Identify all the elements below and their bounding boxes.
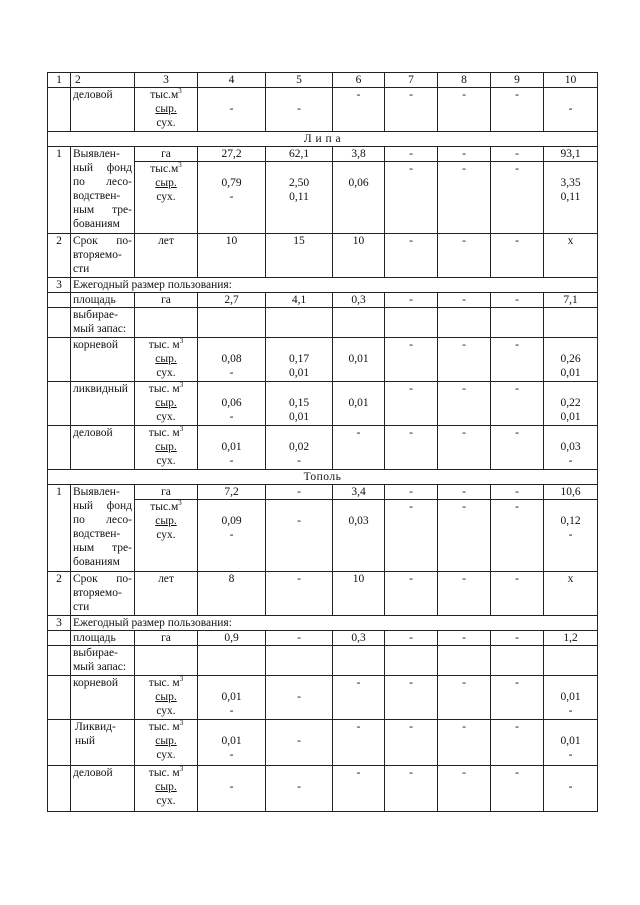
value-cell: 0,02 - bbox=[266, 426, 333, 470]
section-title-lipa: Л и п а bbox=[48, 132, 598, 147]
label-text: деловой bbox=[73, 89, 113, 101]
value-cell: - bbox=[438, 162, 491, 234]
row-label: корневой bbox=[71, 338, 135, 382]
value-cell: - bbox=[385, 766, 438, 812]
unit-cell: тыс. $м^3$ сыр. сух. bbox=[135, 676, 198, 720]
value-cell: - bbox=[385, 720, 438, 766]
value-cell: 27,2 bbox=[198, 147, 266, 162]
value-cell: 0,06 - bbox=[198, 382, 266, 426]
row-label: корневой bbox=[71, 676, 135, 720]
unit-cell: лет bbox=[135, 234, 198, 278]
value-cell: - bbox=[491, 147, 544, 162]
row-label: площадь bbox=[71, 293, 135, 308]
value-cell: - bbox=[266, 766, 333, 812]
header-cell: 2 bbox=[71, 73, 135, 88]
value-cell: - bbox=[333, 676, 385, 720]
value-cell: - bbox=[491, 485, 544, 500]
table-row bbox=[48, 676, 598, 720]
value-cell: - bbox=[491, 382, 544, 426]
value-cell: - bbox=[333, 720, 385, 766]
value-cell: - bbox=[266, 485, 333, 500]
table-row bbox=[48, 426, 598, 470]
unit-cell: лет bbox=[135, 572, 198, 616]
unit-cell: тыс. $м^3$ сыр. сух. bbox=[135, 426, 198, 470]
value-cell: - bbox=[438, 720, 491, 766]
value-cell: - bbox=[491, 426, 544, 470]
table-row bbox=[48, 308, 598, 338]
value-cell: - bbox=[266, 676, 333, 720]
header-cell: 7 bbox=[385, 73, 438, 88]
value-cell: 62,1 bbox=[266, 147, 333, 162]
value-cell: 0,26 0,01 bbox=[544, 338, 598, 382]
row-label: ликвидный bbox=[71, 382, 135, 426]
value-cell: - bbox=[491, 720, 544, 766]
table-row bbox=[48, 293, 598, 308]
value-cell: - bbox=[385, 676, 438, 720]
value-cell: 1,2 bbox=[544, 631, 598, 646]
unit-text: тыс.м bbox=[150, 89, 179, 101]
row-label bbox=[71, 88, 135, 132]
unit-superscript: 3 bbox=[178, 87, 182, 96]
header-cell: 8 bbox=[438, 73, 491, 88]
value-cell: - bbox=[491, 500, 544, 572]
value-cell: 10,6 bbox=[544, 485, 598, 500]
row-label: деловой bbox=[71, 766, 135, 812]
row-label: Ликвид- ный bbox=[71, 720, 135, 766]
header-cell: 5 bbox=[266, 73, 333, 88]
table-row bbox=[48, 278, 598, 293]
value-cell: 0,01 bbox=[333, 382, 385, 426]
value-cell: - bbox=[438, 766, 491, 812]
value-cell: 0,01 - bbox=[198, 426, 266, 470]
value-cell: - bbox=[491, 572, 544, 616]
value-cell: - bbox=[385, 338, 438, 382]
row-number: 2 bbox=[48, 234, 71, 278]
value-cell: 7,1 bbox=[544, 293, 598, 308]
value-cell: x bbox=[544, 234, 598, 278]
table-row bbox=[48, 234, 598, 278]
table-row bbox=[48, 631, 598, 646]
value-cell: - bbox=[385, 147, 438, 162]
value-cell: - bbox=[385, 572, 438, 616]
unit-cell: $тыс.м^3$ сыр. сух. bbox=[135, 500, 198, 572]
table-row bbox=[48, 720, 598, 766]
value-cell: 0,12 - bbox=[544, 500, 598, 572]
value-cell: 4,1 bbox=[266, 293, 333, 308]
value-cell: - bbox=[438, 234, 491, 278]
value-cell: - bbox=[333, 426, 385, 470]
value-cell: - bbox=[333, 766, 385, 812]
unit-text: сыр. bbox=[155, 103, 177, 115]
value-cell: - bbox=[385, 162, 438, 234]
value-cell: 0,3 bbox=[333, 293, 385, 308]
header-cell: 6 bbox=[333, 73, 385, 88]
value-cell: - bbox=[438, 382, 491, 426]
value-cell: - bbox=[385, 382, 438, 426]
value-cell: 0,03 bbox=[333, 500, 385, 572]
row-number: 1 bbox=[48, 485, 71, 572]
value-cell: 0,08 - bbox=[198, 338, 266, 382]
value-cell: - bbox=[438, 147, 491, 162]
value-cell: 10 bbox=[333, 572, 385, 616]
value-cell: 3,4 bbox=[333, 485, 385, 500]
value-cell: x bbox=[544, 572, 598, 616]
value-cell: - bbox=[385, 485, 438, 500]
value-cell: 7,2 bbox=[198, 485, 266, 500]
value-cell: - bbox=[491, 88, 544, 132]
row-label: Выявлен- ный фонд по лесо- водствен- ным тре- бованиям bbox=[71, 147, 135, 234]
value-cell: 0,03 - bbox=[544, 426, 598, 470]
row-label: Выявлен- ный фонд по лесо- водствен- ным тре- бованиям bbox=[71, 485, 135, 572]
value-cell: 10 bbox=[198, 234, 266, 278]
table-row bbox=[48, 616, 598, 631]
value-cell: - bbox=[491, 631, 544, 646]
row-number: 1 bbox=[48, 147, 71, 234]
section-heading-row bbox=[48, 132, 598, 147]
unit-cell: тыс. $м^3$ сыр. сух. bbox=[135, 382, 198, 426]
table-row bbox=[48, 485, 598, 500]
header-cell: 3 bbox=[135, 73, 198, 88]
unit-cell: тыс. $м^3$ сыр. сух. bbox=[135, 766, 198, 812]
value-cell: 0,79 - bbox=[198, 162, 266, 234]
value-cell: 0,17 0,01 bbox=[266, 338, 333, 382]
value-cell: - bbox=[333, 88, 385, 132]
value-cell: - bbox=[385, 234, 438, 278]
header-cell: 1 bbox=[48, 73, 71, 88]
value-cell: 3,8 bbox=[333, 147, 385, 162]
value-cell: - bbox=[438, 572, 491, 616]
value-cell: - bbox=[491, 234, 544, 278]
table-row bbox=[48, 338, 598, 382]
section-heading-row bbox=[48, 470, 598, 485]
row-label: площадь bbox=[71, 631, 135, 646]
table-row bbox=[48, 646, 598, 676]
value-cell: 0,9 bbox=[198, 631, 266, 646]
row-number: 2 bbox=[48, 572, 71, 616]
row-label: деловой bbox=[71, 426, 135, 470]
value-cell: - bbox=[491, 338, 544, 382]
value-cell: - bbox=[385, 293, 438, 308]
row-label: Срок по- вторяемо- сти bbox=[71, 234, 135, 278]
value-cell: - bbox=[438, 338, 491, 382]
table-row bbox=[48, 88, 598, 132]
value-cell: 15 bbox=[266, 234, 333, 278]
value-cell: - bbox=[198, 88, 266, 132]
value-cell: - bbox=[385, 426, 438, 470]
value-cell: 2,50 0,11 bbox=[266, 162, 333, 234]
value-cell: 0,3 bbox=[333, 631, 385, 646]
value-cell: 3,35 0,11 bbox=[544, 162, 598, 234]
unit-cell: $тыс.м^3$ сыр. сух. bbox=[135, 162, 198, 234]
value-cell: 0,22 0,01 bbox=[544, 382, 598, 426]
table-row bbox=[48, 572, 598, 616]
value-cell: - bbox=[438, 88, 491, 132]
value-cell: - bbox=[438, 631, 491, 646]
value-cell: - bbox=[385, 500, 438, 572]
value-cell: 0,01 - bbox=[198, 720, 266, 766]
value-cell: 10 bbox=[333, 234, 385, 278]
value-cell: - bbox=[198, 766, 266, 812]
value-cell: 0,01 - bbox=[198, 676, 266, 720]
header-cell: 4 bbox=[198, 73, 266, 88]
row-label: Ежегодный размер пользования: bbox=[71, 278, 598, 293]
value-cell: 2,7 bbox=[198, 293, 266, 308]
value-cell: 0,06 bbox=[333, 162, 385, 234]
value-cell: 0,01 - bbox=[544, 720, 598, 766]
unit-text: сух. bbox=[156, 117, 176, 129]
row-number: 3 bbox=[48, 278, 71, 293]
value-cell: 0,01 bbox=[333, 338, 385, 382]
row-label: выбирае- мый запас: bbox=[71, 646, 135, 676]
row-number: 3 bbox=[48, 616, 71, 631]
value-cell: - bbox=[438, 500, 491, 572]
unit-cell: га bbox=[135, 147, 198, 162]
unit-cell bbox=[135, 88, 198, 132]
table-row bbox=[48, 147, 598, 162]
value-cell: - bbox=[438, 676, 491, 720]
value-cell: - bbox=[491, 766, 544, 812]
value-cell: 0,01 - bbox=[544, 676, 598, 720]
value-cell: - bbox=[438, 293, 491, 308]
row-number bbox=[48, 88, 71, 132]
value-cell: - bbox=[491, 676, 544, 720]
value-cell: - bbox=[544, 766, 598, 812]
row-label: Ежегодный размер пользования: bbox=[71, 616, 598, 631]
value-cell: 0,09 - bbox=[198, 500, 266, 572]
value-cell: - bbox=[491, 293, 544, 308]
value-cell: 93,1 bbox=[544, 147, 598, 162]
value-cell: - bbox=[438, 426, 491, 470]
value-cell: - bbox=[491, 162, 544, 234]
value-cell: - bbox=[385, 631, 438, 646]
table-row bbox=[48, 382, 598, 426]
value-cell: - bbox=[266, 88, 333, 132]
header-cell: 9 bbox=[491, 73, 544, 88]
value-cell: - bbox=[266, 631, 333, 646]
forest-use-table bbox=[47, 72, 598, 812]
unit-cell: га bbox=[135, 631, 198, 646]
row-label: Срок по- вторяемо- сти bbox=[71, 572, 135, 616]
header-row bbox=[48, 73, 598, 88]
row-label: выбирае- мый запас: bbox=[71, 308, 135, 338]
unit-cell: тыс. $м^3$ сыр. сух. bbox=[135, 338, 198, 382]
table-row bbox=[48, 766, 598, 812]
value-cell: - bbox=[438, 485, 491, 500]
unit-cell: га bbox=[135, 485, 198, 500]
section-title-topol: Тополь bbox=[48, 470, 598, 485]
value-cell: 0,15 0,01 bbox=[266, 382, 333, 426]
value-cell: - bbox=[266, 500, 333, 572]
header-cell: 10 bbox=[544, 73, 598, 88]
value-cell: 8 bbox=[198, 572, 266, 616]
unit-cell: га bbox=[135, 293, 198, 308]
value-cell: - bbox=[544, 88, 598, 132]
value-cell: - bbox=[266, 572, 333, 616]
unit-cell: тыс. $м^3$ сыр. сух. bbox=[135, 720, 198, 766]
value-cell: - bbox=[266, 720, 333, 766]
value-cell: - bbox=[385, 88, 438, 132]
